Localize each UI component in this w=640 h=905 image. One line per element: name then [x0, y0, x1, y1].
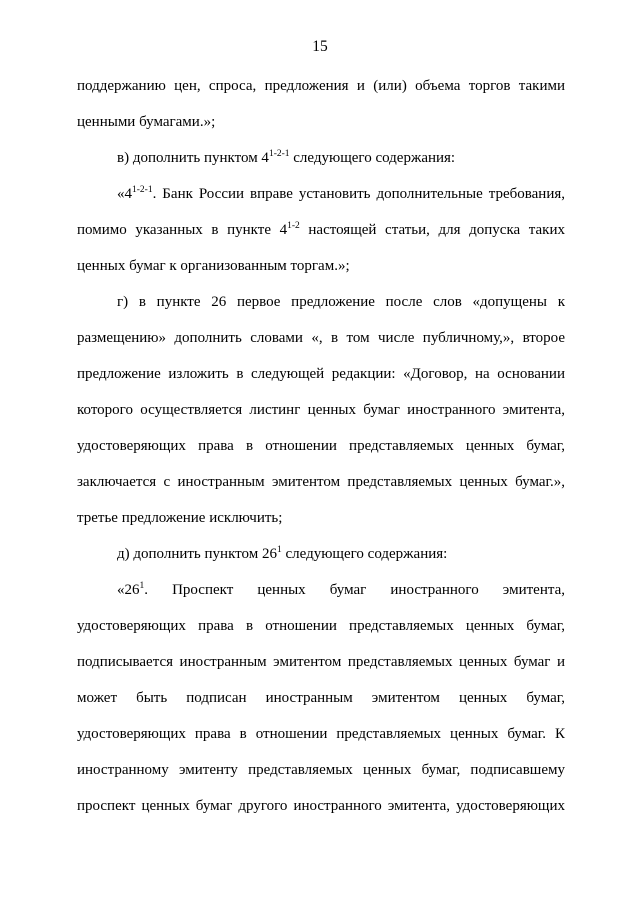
text-span: . Банк России вправе установить дополнительные требования, [152, 186, 565, 202]
text-line: г) в пункте 26 первое предложение после слов «допущены к [117, 294, 565, 310]
superscript: 1-2 [287, 221, 300, 231]
superscript: 1 [139, 581, 145, 591]
text-line-with-superscript [117, 149, 455, 169]
superscript: 1-2-1 [132, 185, 153, 195]
text-line: размещению» дополнить словами «, в том числе публичному,», второе [77, 330, 565, 346]
text-line: заключается с иностранным эмитентом представляемых ценных бумаг.», [77, 474, 565, 490]
text-line-with-superscript [117, 185, 565, 205]
text-span: настоящей статьи, для допуска таких [308, 222, 565, 238]
text-line: удостоверяющих права в отношении представляемых ценных бумаг. К [77, 726, 565, 742]
text-line: удостоверяющих права в отношении представляемых ценных бумаг, [77, 438, 565, 454]
superscript: 1 [276, 545, 282, 555]
text-span: следующего содержания: [285, 546, 448, 562]
text-span: . Проспект ценных бумаг иностранного эмитента, [144, 582, 565, 598]
text-line: которого осуществляется листинг ценных бумаг иностранного эмитента, [77, 402, 565, 418]
text-line: проспект ценных бумаг другого иностранного эмитента, удостоверяющих [77, 798, 565, 814]
text-span: помимо указанных в пункте 4 [77, 222, 288, 238]
text-line: поддержанию цен, спроса, предложения и (или) объема торгов такими [77, 78, 565, 94]
text-line: удостоверяющих права в отношении представляемых ценных бумаг, [77, 618, 565, 634]
superscript: 1-2-1 [268, 149, 290, 159]
text-line: может быть подписан иностранным эмитентом ценных бумаг, [77, 690, 565, 706]
text-span: «26 [117, 582, 140, 598]
text-line-with-superscript [77, 221, 565, 241]
text-span: «4 [117, 186, 132, 202]
text-line: иностранному эмитенту представляемых ценных бумаг, подписавшему [77, 762, 565, 778]
text-line: подписывается иностранным эмитентом представляемых ценных бумаг и [77, 654, 565, 670]
text-span: следующего содержания: [293, 150, 456, 166]
text-span: д) дополнить пунктом 26 [117, 546, 277, 562]
text-line: ценных бумаг к организованным торгам.»; [77, 258, 350, 274]
page-number: 15 [312, 38, 328, 55]
text-span: в) дополнить пунктом 4 [117, 150, 269, 166]
text-line: третье предложение исключить; [77, 510, 283, 526]
text-line-with-superscript [117, 581, 565, 601]
text-line: ценными бумагами.»; [77, 114, 216, 130]
text-line-with-superscript [117, 545, 447, 565]
text-line: предложение изложить в следующей редакции: «Договор, на основании [77, 366, 565, 382]
